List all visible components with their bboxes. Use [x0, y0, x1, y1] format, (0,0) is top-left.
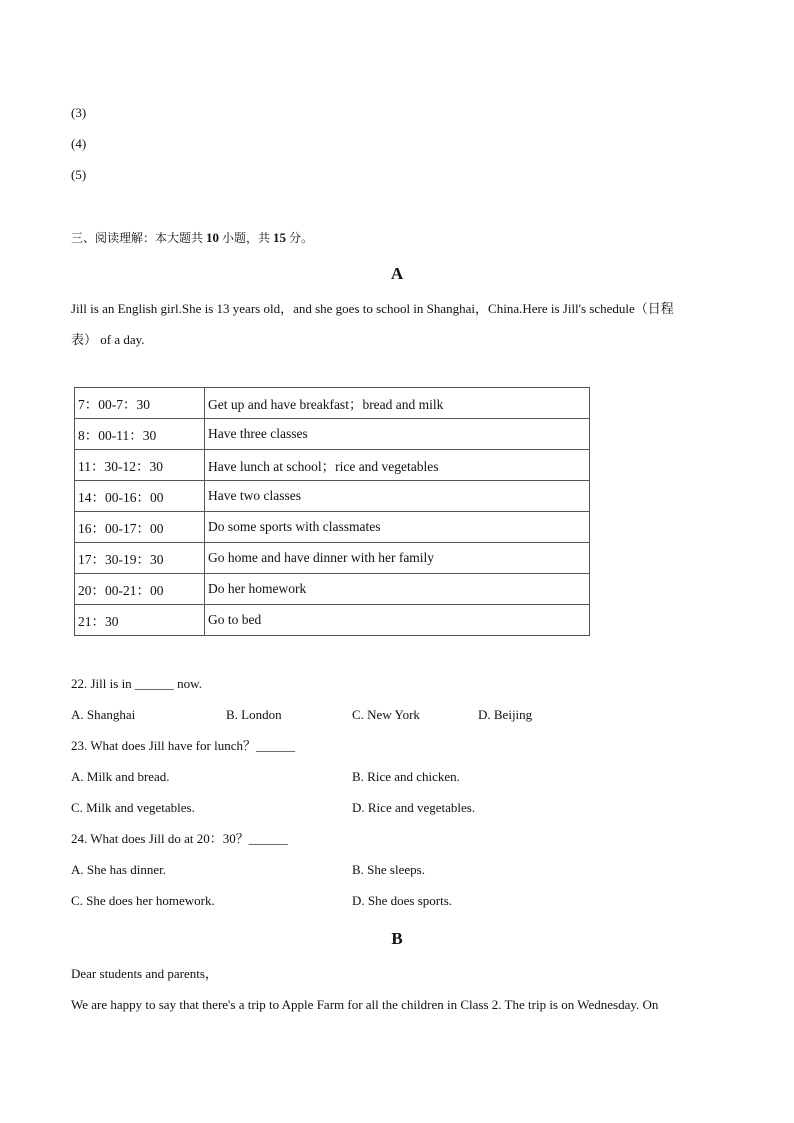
- question-24-option-c[interactable]: C. She does her homework.: [71, 893, 215, 908]
- schedule-time: 17：30-19：30: [75, 543, 205, 574]
- section-heading: [71, 230, 313, 246]
- schedule-time: 11：30-12：30: [75, 450, 205, 481]
- table-row: [75, 512, 590, 543]
- table-row: [75, 388, 590, 419]
- question-24-option-a[interactable]: A. She has dinner.: [71, 862, 166, 877]
- schedule-activity: Have lunch at school；rice and vegetables: [205, 450, 590, 481]
- schedule-time: 21：30: [75, 605, 205, 636]
- schedule-time: 20：00-21：00: [75, 574, 205, 605]
- section-heading-prefix: 三、阅读理解：本大题共: [71, 231, 204, 245]
- answer-marker-4: (4): [71, 136, 87, 151]
- part-a-intro-line1: Jill is an English girl.She is 13 years old，and she goes to school in Shanghai，China.Here is Jill's schedule（日程: [71, 301, 674, 316]
- schedule-activity: Get up and have breakfast；bread and milk: [205, 388, 590, 419]
- question-22-stem: 22. Jill is in ______ now.: [71, 676, 202, 691]
- part-b-title: B: [391, 929, 403, 948]
- question-24-option-b[interactable]: B. She sleeps.: [352, 862, 425, 877]
- schedule-activity: Have three classes: [205, 419, 590, 450]
- table-row: [75, 450, 590, 481]
- section-question-count: 10: [206, 230, 220, 245]
- schedule-activity: Do some sports with classmates: [205, 512, 590, 543]
- part-a-title: A: [390, 264, 404, 283]
- part-b-greeting: Dear students and parents，: [71, 966, 218, 981]
- section-heading-suffix: 分。: [289, 231, 314, 245]
- question-23-option-c[interactable]: C. Milk and vegetables.: [71, 800, 195, 815]
- question-23-stem: 23. What does Jill have for lunch？______: [71, 738, 295, 753]
- table-row: [75, 574, 590, 605]
- section-heading-mid: 小题，共: [222, 231, 271, 245]
- question-23-option-d[interactable]: D. Rice and vegetables.: [352, 800, 476, 815]
- answer-marker-5: (5): [71, 167, 87, 182]
- question-23-option-a[interactable]: A. Milk and bread.: [71, 769, 170, 784]
- answer-marker-3: (3): [71, 105, 87, 120]
- table-row: [75, 605, 590, 636]
- section-score: 15: [273, 230, 287, 245]
- table-row: [75, 481, 590, 512]
- question-24-option-d[interactable]: D. She does sports.: [352, 893, 453, 908]
- schedule-time: 14：00-16：00: [75, 481, 205, 512]
- table-row: [75, 543, 590, 574]
- schedule-time: 7：00-7：30: [75, 388, 205, 419]
- question-22-option-d[interactable]: D. Beijing: [478, 707, 533, 722]
- schedule-activity: Do her homework: [205, 574, 590, 605]
- question-23-option-b[interactable]: B. Rice and chicken.: [352, 769, 460, 784]
- question-22-option-c[interactable]: C. New York: [352, 707, 420, 722]
- question-24-stem: 24. What does Jill do at 20：30？______: [71, 831, 288, 846]
- question-22-option-a[interactable]: A. Shanghai: [71, 707, 136, 722]
- schedule-activity: Go to bed: [205, 605, 590, 636]
- question-22-option-b[interactable]: B. London: [226, 707, 282, 722]
- schedule-time: 8：00-11：30: [75, 419, 205, 450]
- table-row: [75, 419, 590, 450]
- schedule-activity: Go home and have dinner with her family: [205, 543, 590, 574]
- part-a-intro-line2: 表） of a day.: [71, 332, 145, 347]
- schedule-table: [74, 387, 590, 636]
- schedule-time: 16：00-17：00: [75, 512, 205, 543]
- schedule-activity: Have two classes: [205, 481, 590, 512]
- part-b-line1: We are happy to say that there's a trip to Apple Farm for all the children in Class 2. The trip is on Wednesday. On: [71, 997, 659, 1012]
